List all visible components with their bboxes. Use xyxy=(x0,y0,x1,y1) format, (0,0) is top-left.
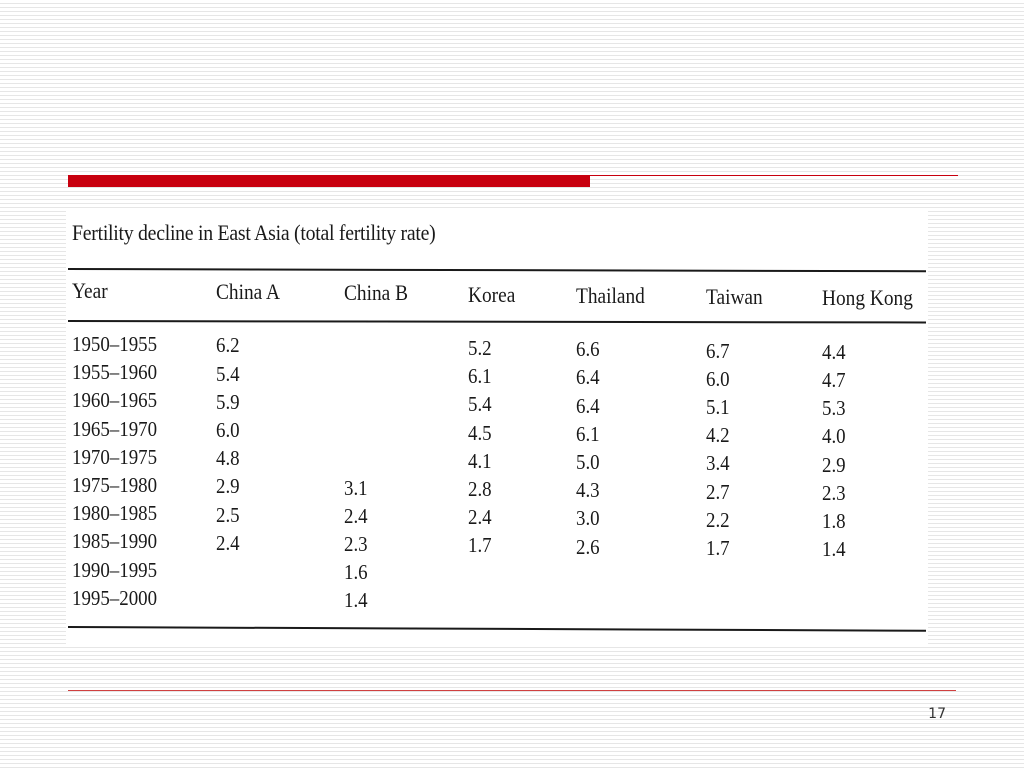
row-year-label: 1995–2000 xyxy=(72,585,158,610)
table-cell: 6.7 xyxy=(706,338,730,363)
row-year-label: 1960–1965 xyxy=(72,388,158,413)
table-cell: 6.0 xyxy=(706,366,730,391)
table-cell: 6.4 xyxy=(576,393,600,418)
table-cell: 2.5 xyxy=(216,502,240,527)
table-cell: 4.0 xyxy=(822,424,846,449)
title-accent-bar xyxy=(68,175,590,187)
table-header-rule xyxy=(68,320,926,323)
table-bottom-rule xyxy=(68,626,926,632)
table-cell: 5.2 xyxy=(468,335,492,360)
table-cell: 5.9 xyxy=(216,389,240,414)
table-cell: 5.1 xyxy=(706,394,730,419)
column-header: China B xyxy=(344,280,409,306)
table-cell: 5.0 xyxy=(576,450,600,474)
table-cell: 6.4 xyxy=(576,365,600,390)
table-cell: 6.1 xyxy=(576,421,600,446)
table-cell: 2.9 xyxy=(822,452,846,477)
table-cell: 2.4 xyxy=(344,503,368,528)
table-cell: 2.6 xyxy=(576,534,600,559)
column-header: Korea xyxy=(468,281,516,307)
table-cell: 4.3 xyxy=(576,478,600,503)
column-header: China A xyxy=(216,279,281,305)
table-cell: 4.8 xyxy=(216,446,240,471)
table-cell: 1.4 xyxy=(822,537,846,562)
table-cell: 4.1 xyxy=(468,448,492,473)
table-cell: 1.7 xyxy=(468,533,492,558)
row-year-label: 1990–1995 xyxy=(72,557,158,582)
column-header: Thailand xyxy=(576,282,645,308)
table-cell: 4.7 xyxy=(822,368,846,392)
table-cell: 1.8 xyxy=(822,509,846,533)
row-year-label: 1955–1960 xyxy=(72,360,158,385)
table-cell: 2.4 xyxy=(216,530,240,555)
table-cell: 2.8 xyxy=(468,476,492,501)
table-cell: 2.4 xyxy=(468,505,492,530)
column-header: Hong Kong xyxy=(822,285,913,311)
row-year-label: 1980–1985 xyxy=(72,501,158,526)
column-header: Year xyxy=(72,278,108,303)
footer-line xyxy=(68,690,956,691)
table-cell: 3.4 xyxy=(706,451,730,476)
row-year-label: 1970–1975 xyxy=(72,444,158,469)
table-cell: 5.4 xyxy=(216,361,240,386)
page-number: 17 xyxy=(928,706,946,722)
table-cell: 6.2 xyxy=(216,333,240,358)
table-cell: 5.3 xyxy=(822,396,846,421)
table-cell: 2.3 xyxy=(822,480,846,505)
table-cell: 4.5 xyxy=(468,420,492,445)
row-year-label: 1950–1955 xyxy=(72,332,158,356)
table-cell: 3.0 xyxy=(576,506,600,531)
table-cell: 3.1 xyxy=(344,475,368,500)
table-cell: 6.6 xyxy=(576,337,600,362)
table-cell: 2.2 xyxy=(706,507,730,532)
fertility-table xyxy=(66,208,928,644)
table-cell: 2.3 xyxy=(344,532,368,556)
table-caption: Fertility decline in East Asia (total fertility rate) xyxy=(72,220,436,245)
title-accent-line xyxy=(590,175,958,176)
table-cell: 6.0 xyxy=(216,417,240,442)
table-top-rule xyxy=(68,268,926,272)
table-cell: 2.7 xyxy=(706,479,730,504)
table-cell: 6.1 xyxy=(468,364,492,389)
table-cell: 1.4 xyxy=(344,588,368,613)
table-cell: 1.7 xyxy=(706,535,730,560)
row-year-label: 1975–1980 xyxy=(72,473,158,497)
table-cell: 2.9 xyxy=(216,474,240,499)
column-header: Taiwan xyxy=(706,284,763,309)
table-cell: 1.6 xyxy=(344,560,368,585)
table-cell: 4.4 xyxy=(822,339,846,364)
table-cell: 4.2 xyxy=(706,423,730,448)
row-year-label: 1985–1990 xyxy=(72,529,158,554)
table-cell: 5.4 xyxy=(468,392,492,417)
row-year-label: 1965–1970 xyxy=(72,416,158,441)
